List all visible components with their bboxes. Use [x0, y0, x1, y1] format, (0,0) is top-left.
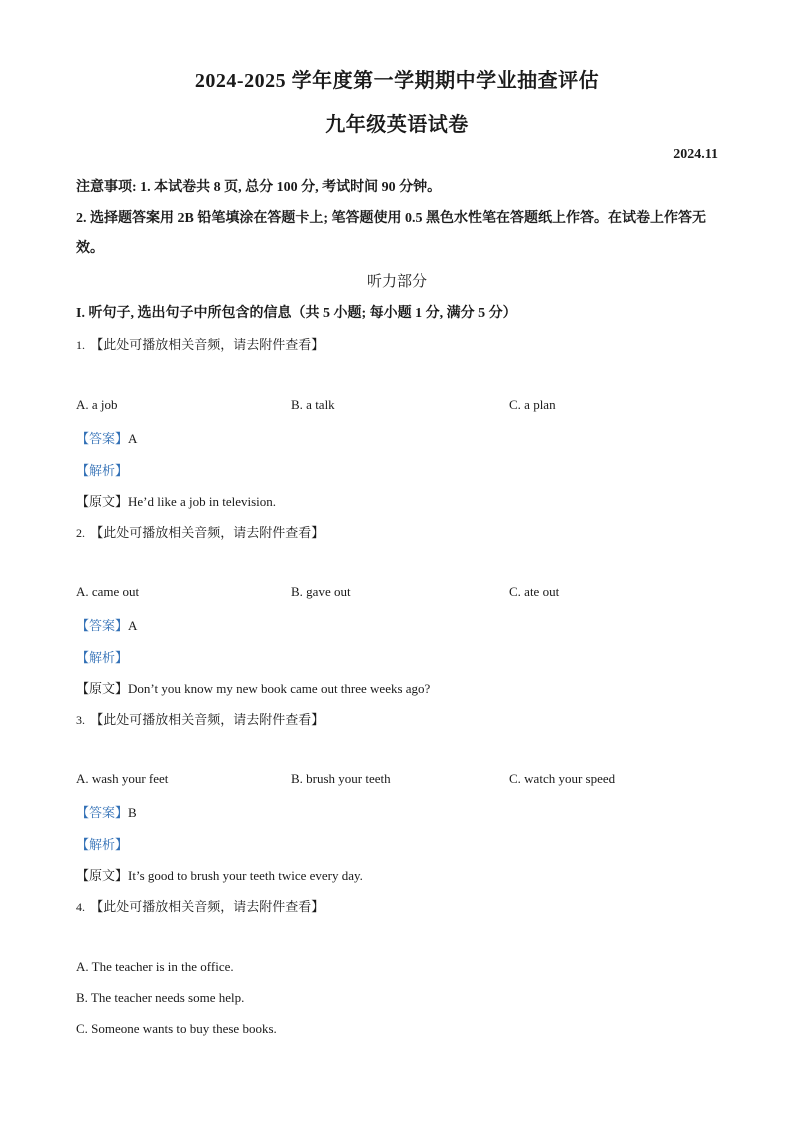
original-label: 【原文】 — [76, 681, 129, 696]
question-2-number: 2. — [76, 526, 85, 540]
audio-placeholder: 【此处可播放相关音频，请去附件查看】 — [90, 899, 325, 914]
q1-option-b: B. a talk — [291, 397, 335, 412]
q2-option-c: C. ate out — [509, 584, 560, 599]
answer-label: 【答案】 — [76, 618, 129, 633]
original-text: It’s good to brush your teeth twice every day. — [128, 868, 363, 883]
exam-title: 2024-2025 学年度第一学期期中学业抽查评估 — [194, 70, 600, 92]
q2-option-b: B. gave out — [291, 584, 351, 599]
notes-line-1: 注意事项: 1. 本试卷共 8 页, 总分 100 分, 考试时间 90 分钟。 — [76, 180, 442, 195]
q1-analysis — [76, 460, 128, 479]
answer-value: A — [128, 618, 138, 633]
q3-option-b: B. brush your teeth — [291, 771, 391, 786]
question-4-number: 4. — [76, 900, 85, 914]
part-1-title: I. 听句子, 选出句子中所包含的信息（共 5 小题; 每小题 1 分, 满分 5 分） — [76, 306, 517, 321]
answer-value: A — [128, 431, 138, 446]
q1-option-a: A. a job — [76, 397, 118, 412]
question-3-number: 3. — [76, 713, 85, 727]
q1-answer — [76, 428, 137, 447]
question-2-line — [76, 522, 324, 541]
q4-option-c: C. Someone wants to buy these books. — [76, 1021, 277, 1036]
q3-option-c: C. watch your speed — [509, 771, 616, 786]
answer-label: 【答案】 — [76, 805, 129, 820]
original-text: Don’t you know my new book came out three weeks ago? — [128, 681, 431, 696]
q3-option-a: A. wash your feet — [76, 771, 169, 786]
analysis-label: 【解析】 — [76, 650, 129, 665]
analysis-label: 【解析】 — [76, 837, 129, 852]
question-3-line — [76, 709, 324, 728]
original-text: He’d like a job in television. — [128, 494, 277, 509]
q2-original — [76, 678, 430, 697]
answer-label: 【答案】 — [76, 431, 129, 446]
analysis-label: 【解析】 — [76, 463, 129, 478]
original-label: 【原文】 — [76, 494, 129, 509]
q2-answer — [76, 615, 137, 634]
q4-option-b: B. The teacher needs some help. — [76, 990, 245, 1005]
audio-placeholder: 【此处可播放相关音频，请去附件查看】 — [90, 525, 325, 540]
q1-original — [76, 491, 276, 510]
question-1-line — [76, 334, 324, 353]
notes-line-2: 2. 选择题答案用 2B 铅笔填涂在答题卡上; 笔答题使用 0.5 黑色水性笔在答题纸上作答。在试卷上作答无效。 — [76, 211, 706, 256]
audio-placeholder: 【此处可播放相关音频，请去附件查看】 — [90, 712, 325, 727]
q2-option-a: A. came out — [76, 584, 140, 599]
original-label: 【原文】 — [76, 868, 129, 883]
q3-analysis — [76, 834, 128, 853]
section-title: 听力部分 — [366, 274, 427, 290]
q1-option-c: C. a plan — [509, 397, 556, 412]
audio-placeholder: 【此处可播放相关音频，请去附件查看】 — [90, 337, 325, 352]
exam-date: 2024.11 — [673, 147, 718, 162]
answer-value: B — [128, 805, 137, 820]
question-4-line — [76, 896, 324, 915]
q3-original — [76, 865, 363, 884]
q4-option-a: A. The teacher is in the office. — [76, 959, 234, 974]
q2-analysis — [76, 647, 128, 666]
question-1-number: 1. — [76, 338, 85, 352]
q3-answer — [76, 802, 137, 821]
exam-subtitle: 九年级英语试卷 — [325, 114, 469, 136]
